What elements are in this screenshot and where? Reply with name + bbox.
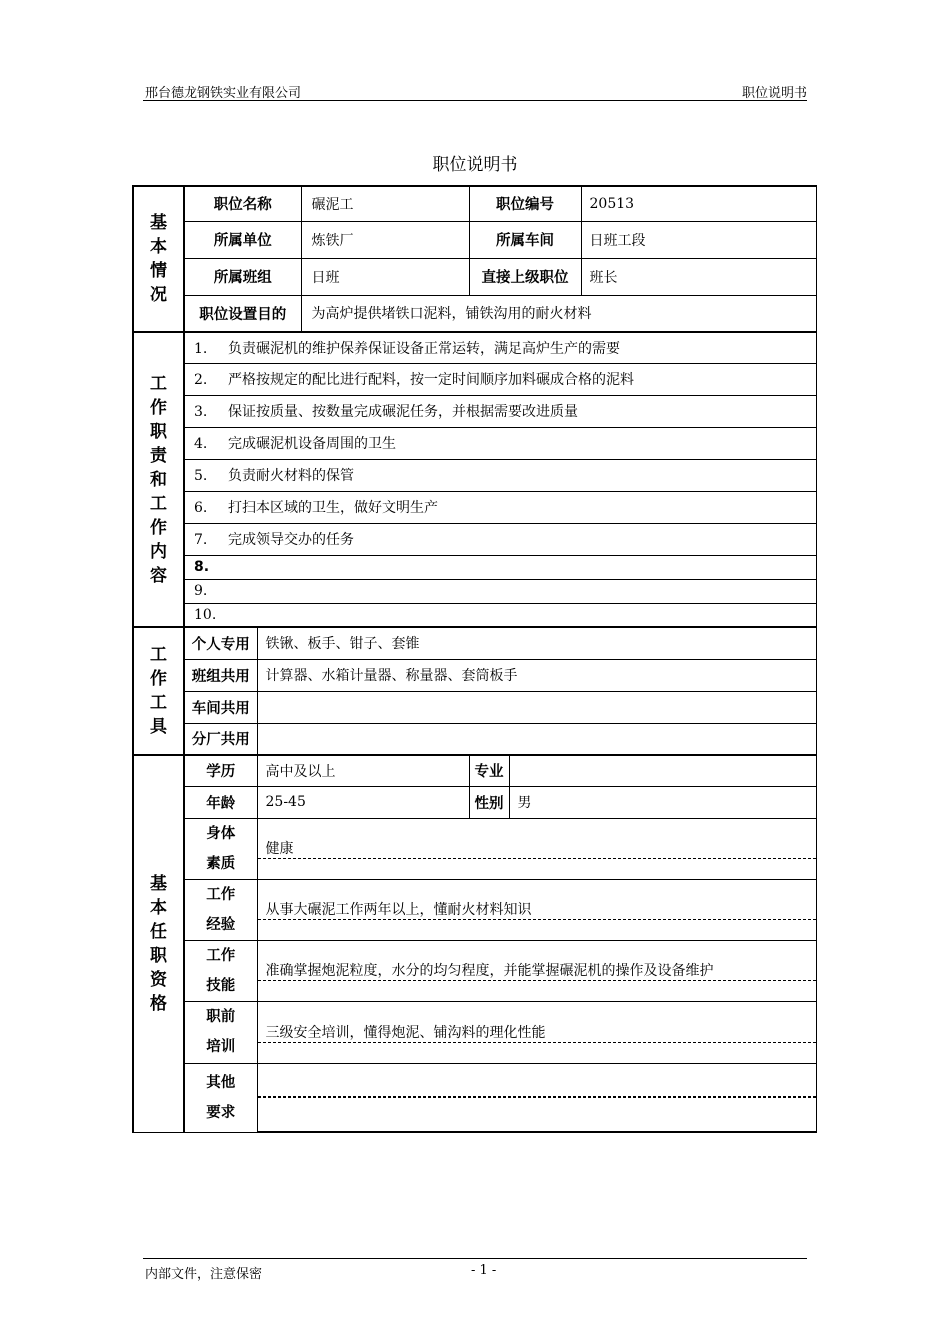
- physical-value: 健康: [257, 818, 816, 879]
- team-label: 所属班组: [184, 258, 301, 295]
- purpose-label: 职位设置目的: [184, 295, 301, 332]
- duty-item: 1. 负责碾泥机的维护保养保证设备正常运转，满足高炉生产的需要: [184, 332, 816, 363]
- skills-value: 准确掌握炮泥粒度，水分的均匀程度，并能掌握碾泥机的操作及设备维护: [257, 940, 816, 1001]
- header-company: 邢台德龙钢铁实业有限公司: [145, 86, 302, 101]
- age-value: 25-45: [257, 786, 469, 818]
- section-duties: 工 作 职 责 和 工 作 内 容: [133, 332, 184, 627]
- workshop-value: 日班工段: [581, 221, 816, 258]
- workshop-label: 所属车间: [469, 221, 581, 258]
- team-value: 日班: [301, 258, 469, 295]
- education-label: 学历: [184, 755, 257, 786]
- job-description-table: [132, 185, 817, 1133]
- duty-item: 9.: [184, 579, 816, 603]
- duty-item: 8.: [184, 555, 816, 579]
- position-code-label: 职位编号: [469, 186, 581, 221]
- superior-label: 直接上级职位: [469, 258, 581, 295]
- major-value: [509, 755, 816, 786]
- major-label: 专业: [469, 755, 509, 786]
- purpose-value: 为高炉提供堵铁口泥料，铺铁沟用的耐火材料: [301, 295, 816, 332]
- duty-item: 2. 严格按规定的配比进行配料，按一定时间顺序加料碾成合格的泥料: [184, 363, 816, 395]
- duty-item: 5. 负责耐火材料的保管: [184, 459, 816, 491]
- section-qualifications: 基 本 任 职 资 格: [133, 755, 184, 1132]
- duty-item: 3. 保证按质量、按数量完成碾泥任务，并根据需要改进质量: [184, 395, 816, 427]
- position-name-value: 碾泥工: [301, 186, 469, 221]
- tools-plant-value: [257, 723, 816, 755]
- superior-value: 班长: [581, 258, 816, 295]
- section-basic-info: 基 本 情 况: [133, 186, 184, 332]
- physical-label: 身体 素质: [184, 818, 257, 879]
- tools-team-label: 班组共用: [184, 659, 257, 691]
- document-title: 职位说明书: [432, 155, 518, 175]
- footer-note: 内部文件，注意保密: [145, 1267, 263, 1282]
- tools-plant-label: 分厂共用: [184, 723, 257, 755]
- tools-personal-value: 铁锹、板手、钳子、套锥: [257, 627, 816, 659]
- duty-item: 7. 完成领导交办的任务: [184, 523, 816, 555]
- skills-label: 工作 技能: [184, 940, 257, 1001]
- gender-value: 男: [509, 786, 816, 818]
- age-label: 年龄: [184, 786, 257, 818]
- experience-value: 从事大碾泥工作两年以上，懂耐火材料知识: [257, 879, 816, 940]
- tools-team-value: 计算器、水箱计量器、称量器、套筒板手: [257, 659, 816, 691]
- position-code-value: 20513: [581, 186, 816, 221]
- header-rule: [143, 100, 807, 101]
- tools-workshop-label: 车间共用: [184, 691, 257, 723]
- unit-label: 所属单位: [184, 221, 301, 258]
- duty-item: 4. 完成碾泥机设备周围的卫生: [184, 427, 816, 459]
- unit-value: 炼铁厂: [301, 221, 469, 258]
- duty-item: 10.: [184, 603, 816, 627]
- header-doc-type: 职位说明书: [741, 86, 807, 101]
- gender-label: 性别: [469, 786, 509, 818]
- education-value: 高中及以上: [257, 755, 469, 786]
- experience-label: 工作 经验: [184, 879, 257, 940]
- other-value: [257, 1063, 816, 1132]
- page-number: - 1 -: [471, 1263, 497, 1278]
- footer-rule: [143, 1258, 807, 1259]
- section-tools: 工 作 工 具: [133, 627, 184, 755]
- tools-personal-label: 个人专用: [184, 627, 257, 659]
- position-name-label: 职位名称: [184, 186, 301, 221]
- tools-workshop-value: [257, 691, 816, 723]
- other-label: 其他 要求: [184, 1063, 257, 1132]
- duty-item: 6. 打扫本区域的卫生，做好文明生产: [184, 491, 816, 523]
- training-label: 职前 培训: [184, 1001, 257, 1063]
- training-value: 三级安全培训，懂得炮泥、铺沟料的理化性能: [257, 1001, 816, 1063]
